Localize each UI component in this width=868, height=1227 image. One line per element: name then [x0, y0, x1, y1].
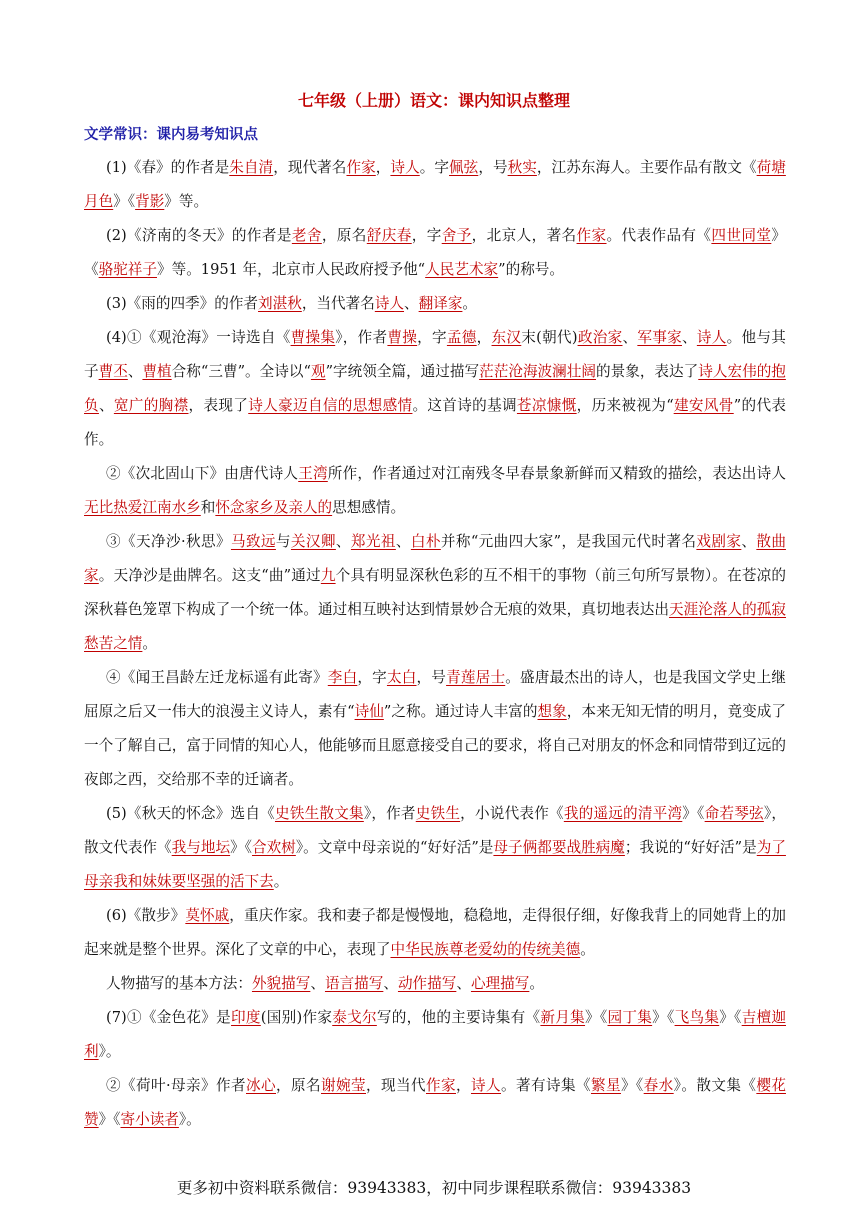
key-term: 想象	[537, 703, 567, 720]
paragraph	[84, 321, 786, 457]
key-term: 动作描写	[397, 975, 457, 992]
text-segment: ，	[375, 159, 391, 176]
key-term: 诗人	[374, 295, 405, 312]
text-segment: ”的代表作。	[84, 397, 786, 448]
key-term: 曹操	[387, 329, 418, 346]
text-segment: ，江苏东海人。主要作品有散文《	[536, 159, 757, 176]
key-term: 朱自清	[229, 159, 274, 176]
key-term: 舍予	[441, 227, 472, 244]
key-term: 合欢树	[252, 839, 296, 856]
text-segment: 。字	[419, 159, 450, 176]
text-segment: ②《荷叶·母亲》作者	[106, 1077, 246, 1094]
section-heading: 文学常识：课内易考知识点	[84, 127, 258, 143]
text-segment: (国别)作家	[260, 1009, 333, 1026]
key-term: 秋实	[507, 159, 537, 176]
text-segment: 、	[741, 533, 757, 550]
key-term: 泰戈尔	[332, 1009, 377, 1026]
key-term: 苍凉慷慨	[516, 397, 577, 414]
key-term: 佩弦	[449, 159, 479, 176]
paragraph	[84, 899, 786, 967]
text-segment: 。	[580, 941, 595, 958]
key-term: 老舍	[291, 227, 322, 244]
text-segment: 》《	[682, 805, 705, 822]
key-term: 我与地坛	[171, 839, 231, 856]
key-term: 李白	[327, 669, 358, 686]
key-term: 孟德	[446, 329, 477, 346]
key-term: 冰心	[246, 1077, 276, 1094]
text-segment: 》《	[113, 193, 136, 210]
text-segment: 思想感情。	[332, 499, 406, 516]
text-segment: 。	[529, 975, 544, 992]
key-term: 飞鸟集	[674, 1009, 720, 1026]
paragraph	[84, 661, 786, 797]
key-term: 散曲家	[84, 533, 786, 584]
text-segment: (5)《秋天的怀念》选自《	[106, 805, 275, 822]
key-term: 命若琴弦	[704, 805, 764, 822]
key-term: 新月集	[540, 1009, 586, 1026]
text-segment: 》。	[178, 1111, 201, 1128]
key-term: 曹丕	[98, 363, 128, 380]
text-segment: ③《天净沙·秋思》	[106, 533, 231, 550]
key-term: 史铁生散文集	[274, 805, 364, 822]
key-term: 诗人	[696, 329, 727, 346]
text-segment: 、	[310, 975, 325, 992]
key-term: 戏剧家	[696, 533, 742, 550]
text-segment: 。	[462, 295, 478, 312]
text-segment: 》。	[98, 1043, 121, 1060]
text-segment: ，历来被视为“	[576, 397, 674, 414]
text-segment: ②《次北固山下》由唐代诗人	[106, 465, 299, 482]
text-segment: 》等。1951 年，北京市人民政府授予他“	[157, 261, 426, 278]
text-segment: 、	[98, 397, 114, 414]
text-segment: ，字	[417, 329, 447, 346]
key-term: 外貌描写	[251, 975, 311, 992]
text-segment: 、	[383, 975, 398, 992]
text-segment: 。	[273, 873, 289, 890]
text-segment: 、	[335, 533, 351, 550]
key-term: 诗人豪迈自信的思想感情	[248, 397, 413, 414]
key-term: 中华民族尊老爱幼的传统美德	[390, 941, 581, 958]
key-term: 人民艺术家	[425, 261, 499, 278]
text-segment: 》《	[84, 227, 786, 278]
key-term: 怀念家乡及亲人的	[215, 499, 333, 516]
text-segment: ，现代著名	[273, 159, 347, 176]
text-segment: ，	[476, 329, 492, 346]
paragraph	[84, 287, 786, 321]
key-term: 作家	[425, 1077, 456, 1094]
text-segment: 》等。	[164, 193, 209, 210]
text-segment: 》《	[719, 1009, 742, 1026]
text-segment: ④《闻王昌龄左迁龙标遥有此寄》	[106, 669, 328, 686]
key-term: 舒庆春	[366, 227, 412, 244]
key-term: 吉檀迦利	[84, 1009, 786, 1060]
text-segment: 》《	[585, 1009, 608, 1026]
text-segment: 》《	[98, 1111, 121, 1128]
key-term: 马致远	[230, 533, 276, 550]
text-segment: 合称“三曹”。全诗以“	[171, 363, 311, 380]
text-segment: ，字	[411, 227, 442, 244]
text-segment: ，现当代	[366, 1077, 426, 1094]
text-segment: ，原名	[321, 227, 367, 244]
key-term: 天涯沦落人的孤寂愁苦之情	[84, 601, 786, 652]
key-term: 关汉卿	[290, 533, 336, 550]
key-term: 语言描写	[324, 975, 384, 992]
key-term: 宽广的胸襟	[113, 397, 189, 414]
text-segment: 》。文章中母亲说的“好好活”是	[295, 839, 494, 856]
paragraph	[84, 1001, 786, 1069]
text-segment: 。他与其子	[84, 329, 786, 380]
key-term: 樱花赞	[84, 1077, 786, 1128]
key-term: 春水	[643, 1077, 674, 1094]
text-segment: 、	[404, 295, 419, 312]
key-term: 母子俩都要战胜病魔	[493, 839, 625, 856]
paragraph	[84, 457, 786, 525]
key-term: 园丁集	[607, 1009, 653, 1026]
text-segment: 》。散文集《	[673, 1077, 757, 1094]
key-term: 太白	[386, 669, 417, 686]
text-segment: (3)《雨的四季》的作者	[106, 295, 259, 312]
key-term: 曹植	[142, 363, 172, 380]
key-term: 军事家	[637, 329, 682, 346]
text-segment: ，号	[416, 669, 447, 686]
key-term: 东汉	[491, 329, 522, 346]
text-segment: 。这首诗的基调	[412, 397, 517, 414]
text-segment: (4)①《观沧海》一诗选自《	[106, 329, 291, 346]
text-segment: ；我说的“好好活”是	[624, 839, 757, 856]
key-term: 诗人	[470, 1077, 501, 1094]
key-term: 诗仙	[354, 703, 384, 720]
key-term: 印度	[231, 1009, 261, 1026]
text-segment: 》，散文代表作《	[84, 805, 786, 856]
key-term: 寄小读者	[120, 1111, 179, 1128]
key-term: 翻译家	[418, 295, 463, 312]
key-term: 曹操集	[290, 329, 336, 346]
text-segment: (1)《春》的作者是	[106, 159, 230, 176]
text-segment: 、	[127, 363, 143, 380]
text-segment: ，	[455, 1077, 471, 1094]
text-segment: 》《	[230, 839, 253, 856]
key-term: 观	[310, 363, 326, 380]
document-body	[84, 151, 786, 1137]
key-term: 背影	[135, 193, 165, 210]
key-term: 诗人宏伟的抱负	[84, 363, 786, 414]
key-term: 刘湛秋	[258, 295, 302, 312]
text-segment: 并称“元曲四大家”，是我国元代时著名	[440, 533, 697, 550]
key-term: 史铁生	[415, 805, 461, 822]
text-segment: 》《	[652, 1009, 675, 1026]
key-term: 四世同堂	[711, 227, 772, 244]
text-segment: ，小说代表作《	[460, 805, 564, 822]
text-segment: 。著有诗集《	[500, 1077, 591, 1094]
key-term: 我的遥远的清平湾	[563, 805, 683, 822]
text-segment: 》，作者	[363, 805, 416, 822]
key-term: 为了母亲我和妹妹要坚强的活下去	[84, 839, 786, 890]
text-segment: 所作，作者通过对江南残冬早春景象新鲜而又精致的描绘，表达出诗人	[327, 465, 786, 482]
key-term: 谢婉莹	[321, 1077, 366, 1094]
key-term: 骆驼祥子	[98, 261, 157, 278]
paragraph	[84, 219, 786, 287]
key-term: 政治家	[577, 329, 623, 346]
text-segment: 。盛唐最杰出的诗人，也是我国文学史上继屈原之后又一伟大的浪漫主义诗人，素有“	[84, 669, 786, 720]
text-segment: ”的称号。	[498, 261, 564, 278]
key-term: 九	[320, 567, 336, 584]
text-segment: (6)《散步》	[106, 907, 186, 924]
key-term: 心理描写	[470, 975, 530, 992]
text-segment: ，原名	[276, 1077, 321, 1094]
key-term: 无比热爱江南水乡	[84, 499, 201, 516]
text-segment: ，当代著名	[301, 295, 375, 312]
text-segment: ，字	[357, 669, 387, 686]
key-term: 建安风骨	[673, 397, 734, 414]
key-term: 诗人	[390, 159, 420, 176]
text-segment: ，表现了	[188, 397, 249, 414]
text-segment: ，本来无知无情的明月，竟变成了一个了解自己，富于同情的知心人，他能够而且愿意接受自己的要求，将自己对朋友的怀念和同情带到辽远的夜郎之西，交给那不幸的迁谪者。	[84, 703, 786, 788]
text-segment: 、	[456, 975, 471, 992]
text-segment: 。	[142, 635, 157, 652]
text-segment: ，北京人，著名	[471, 227, 577, 244]
key-term: 作家	[576, 227, 607, 244]
text-segment: ”字统领全篇，通过描写	[325, 363, 480, 380]
key-term: 白朴	[410, 533, 441, 550]
paragraph	[84, 1069, 786, 1137]
text-segment: ，重庆作家。我和妻子都是慢慢地，稳稳地，走得很仔细，好像我背上的同她背上的加起来就是整个世界。深化了文章的中心，表现了	[84, 907, 786, 958]
text-segment: 》，作者	[335, 329, 388, 346]
text-segment: 》《	[620, 1077, 644, 1094]
text-segment: 。代表作品有《	[606, 227, 712, 244]
text-segment: 末(朝代)	[521, 329, 578, 346]
document-title: 七年级（上册）语文：课内知识点整理	[297, 91, 570, 110]
paragraph	[84, 525, 786, 661]
text-segment: 人物描写的基本方法：	[106, 975, 252, 992]
key-term: 莫怀戚	[185, 907, 230, 924]
key-term: 繁星	[590, 1077, 621, 1094]
text-segment: 、	[622, 329, 638, 346]
key-term: 郑光祖	[350, 533, 396, 550]
paragraph	[84, 967, 786, 1001]
text-segment: 、	[395, 533, 411, 550]
text-segment: 和	[200, 499, 216, 516]
paragraph	[84, 151, 786, 219]
text-segment: 的景象，表达了	[596, 363, 699, 380]
key-term: 荷塘月色	[84, 159, 786, 210]
key-term: 作家	[346, 159, 376, 176]
text-segment: (7)①《金色花》是	[106, 1009, 232, 1026]
text-segment: ，号	[478, 159, 508, 176]
key-term: 王湾	[298, 465, 328, 482]
text-segment: 写的，他的主要诗集有《	[376, 1009, 541, 1026]
key-term: 茫茫沧海波澜壮阔	[479, 363, 596, 380]
text-segment: 个具有明显深秋色彩的互不相干的事物（前三句所写景物）。在苍凉的深秋暮色笼罩下构成了一个统一体。通过相互映衬达到情景妙合无痕的效果，真切地表达出	[84, 567, 786, 618]
paragraph	[84, 797, 786, 899]
footer-contact: 更多初中资料联系微信：93943383，初中同步课程联系微信：93943383	[176, 1179, 692, 1197]
text-segment: (2)《济南的冬天》的作者是	[106, 227, 292, 244]
text-segment: 。天净沙是曲牌名。这支“曲”通过	[98, 567, 321, 584]
text-segment: 与	[275, 533, 291, 550]
key-term: 青莲居士	[446, 669, 506, 686]
text-segment: ”之称。通过诗人丰富的	[383, 703, 538, 720]
text-segment: 、	[681, 329, 697, 346]
